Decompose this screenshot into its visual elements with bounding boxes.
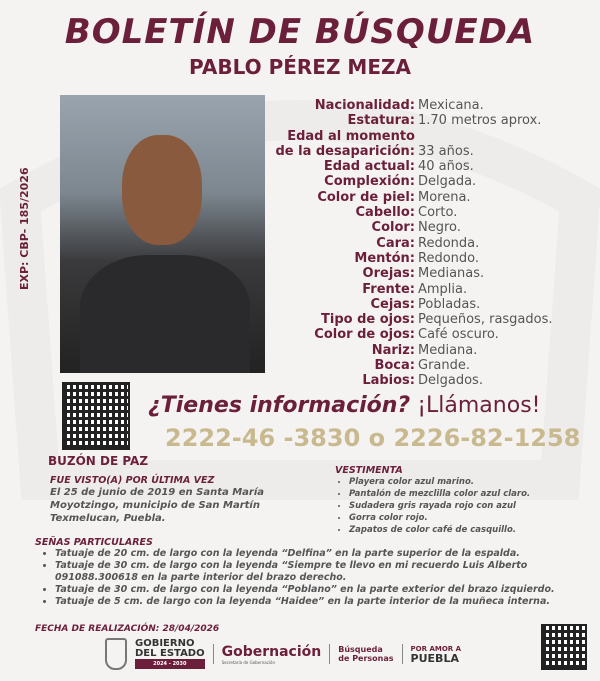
field-label: Edad actual:: [323, 159, 415, 175]
call-text: ¡Llámanos!: [417, 393, 541, 418]
clothing-heading: VESTIMENTA: [335, 465, 403, 476]
divider: [402, 644, 403, 664]
logo-text: PUEBLA: [410, 652, 459, 665]
field-value: Mexicana.: [418, 98, 484, 113]
field-value: Café oscuro.: [418, 327, 499, 343]
busqueda-logo: [338, 645, 393, 663]
field-value: Medianas.: [418, 266, 485, 282]
buzon-label: BUZÓN DE PAZ: [48, 454, 149, 468]
field-value: Amplia.: [418, 281, 468, 297]
footer-qr-code[interactable]: [541, 624, 587, 670]
field-row: [270, 205, 590, 220]
marks-section: [35, 537, 555, 608]
logo-subtext: Secretaría de Gobernación: [221, 659, 275, 665]
list-item: • Tatuaje de 5 cm. de largo con la leyenda “Haidee” en la parte interior de la muñeca interna.: [55, 596, 555, 608]
description-fields: [270, 98, 590, 389]
field-label: Color de ojos:: [314, 327, 415, 343]
logo-text: POR AMOR A: [410, 645, 462, 653]
field-row: [270, 220, 590, 235]
field-label: Frente:: [362, 281, 415, 297]
field-value: 1.70 metros aprox.: [418, 113, 542, 129]
footer-logos: [105, 638, 461, 670]
field-row: [270, 327, 590, 342]
field-row: [270, 358, 590, 373]
list-item: • Tatuaje de 30 cm. de largo con la leyenda “Poblano” en la parte exterior del brazo izquierdo.: [55, 584, 555, 596]
field-label: Boca:: [374, 358, 415, 374]
por-amor-logo: [411, 644, 462, 664]
expediente-number: EXP: CBP- 185/2026: [18, 167, 31, 290]
list-item: • Tatuaje de 20 cm. de largo con la leyenda “Delfina” en la parte superior de la espalda.: [55, 548, 555, 560]
field-label: Mentón:: [354, 250, 415, 266]
field-value: Delgados.: [418, 373, 483, 389]
last-seen-heading: FUE VISTO(A) POR ÚLTIMA VEZ: [50, 475, 215, 486]
creation-date: FECHA DE REALIZACIÓN: 28/04/2026: [35, 624, 220, 634]
field-value: Mediana.: [418, 342, 478, 358]
field-row: [270, 266, 590, 281]
list-item: • Sudadera gris rayada rojo con azul: [349, 500, 585, 512]
field-label: Estatura:: [347, 113, 415, 129]
field-row: [270, 312, 590, 327]
field-label: Tipo de ojos:: [321, 312, 415, 328]
field-label: Cejas:: [370, 296, 415, 312]
field-row: [270, 113, 590, 128]
list-item: • Gorra color rojo.: [349, 512, 585, 524]
field-row: [270, 159, 590, 174]
field-label: Nacionalidad:: [314, 98, 415, 113]
clothing-section: [335, 465, 585, 536]
marks-heading: SEÑAS PARTICULARES: [35, 537, 153, 548]
gobierno-logo: [135, 639, 205, 669]
list-item: • Pantalón de mezclilla color azul claro.: [349, 488, 585, 500]
field-value: 40 años.: [418, 159, 474, 175]
field-value: Morena.: [418, 189, 471, 205]
field-value: Corto.: [418, 205, 458, 221]
field-value: Negro.: [418, 220, 461, 236]
field-label: Complexión:: [324, 174, 415, 190]
field-row: [270, 297, 590, 312]
last-seen-text: El 25 de junio de 2019 en Santa María Moyotzingo, municipio de San Martín Texmelucan, Puebla.: [50, 487, 265, 524]
field-label: Color de piel:: [317, 189, 415, 205]
page-title: BOLETÍN DE BÚSQUEDA: [64, 12, 536, 52]
field-value: Redonda.: [418, 235, 480, 251]
divider: [213, 644, 214, 664]
field-label: Cabello:: [355, 205, 415, 221]
field-row: [270, 343, 590, 358]
field-row: [270, 174, 590, 189]
qr-code[interactable]: [62, 382, 130, 450]
person-photo: [60, 95, 265, 373]
field-row: [270, 98, 590, 113]
gobernacion-logo: [222, 644, 322, 665]
field-row: [270, 129, 590, 144]
field-label: Cara:: [376, 235, 415, 251]
field-row: [270, 144, 590, 159]
question-text: ¿Tienes información?: [148, 393, 411, 418]
list-item: • Tatuaje de 30 cm. de largo con la leyenda “Siempre te llevo en mi recuerdo Luis Alberto 091088.300618 en la parte interior del brazo derecho.: [55, 560, 555, 584]
field-row: [270, 236, 590, 251]
person-name: PABLO PÉREZ MEZA: [189, 55, 411, 79]
clothing-list: [335, 476, 585, 536]
marks-list: [35, 548, 555, 608]
state-shield-icon: [105, 638, 127, 670]
field-row: [270, 190, 590, 205]
logo-text: Gobernación: [221, 643, 322, 660]
field-label: Nariz:: [371, 342, 415, 358]
field-label: Labios:: [362, 373, 415, 389]
field-row: [270, 373, 590, 388]
last-seen-section: [50, 475, 280, 525]
field-label: Edad al momento: [287, 128, 415, 144]
logo-text: GOBIERNO: [135, 638, 195, 649]
field-label: Color:: [371, 220, 415, 236]
divider: [329, 644, 330, 664]
field-value: Delgada.: [418, 174, 477, 190]
field-row: [270, 251, 590, 266]
list-item: • Zapatos de color café de casquillo.: [349, 524, 585, 536]
logo-text: Búsqueda: [338, 645, 383, 654]
field-value: Grande.: [418, 358, 471, 374]
field-value: Pobladas.: [418, 296, 481, 312]
logo-years: 2024 - 2030: [135, 659, 205, 669]
list-item: • Playera color azul marino.: [349, 476, 585, 488]
logo-text: de Personas: [338, 654, 394, 663]
field-value: Pequeños, rasgados.: [418, 312, 553, 328]
info-prompt: [148, 393, 540, 418]
field-label: de la desaparición:: [275, 143, 415, 159]
phone-numbers[interactable]: 2222-46 -3830 o 2226-82-1258: [165, 424, 581, 452]
field-label: Orejas:: [362, 266, 415, 282]
field-value: Redondo.: [418, 250, 480, 266]
field-row: [270, 282, 590, 297]
logo-text: DEL ESTADO: [135, 648, 205, 659]
field-value: 33 años.: [418, 143, 474, 159]
